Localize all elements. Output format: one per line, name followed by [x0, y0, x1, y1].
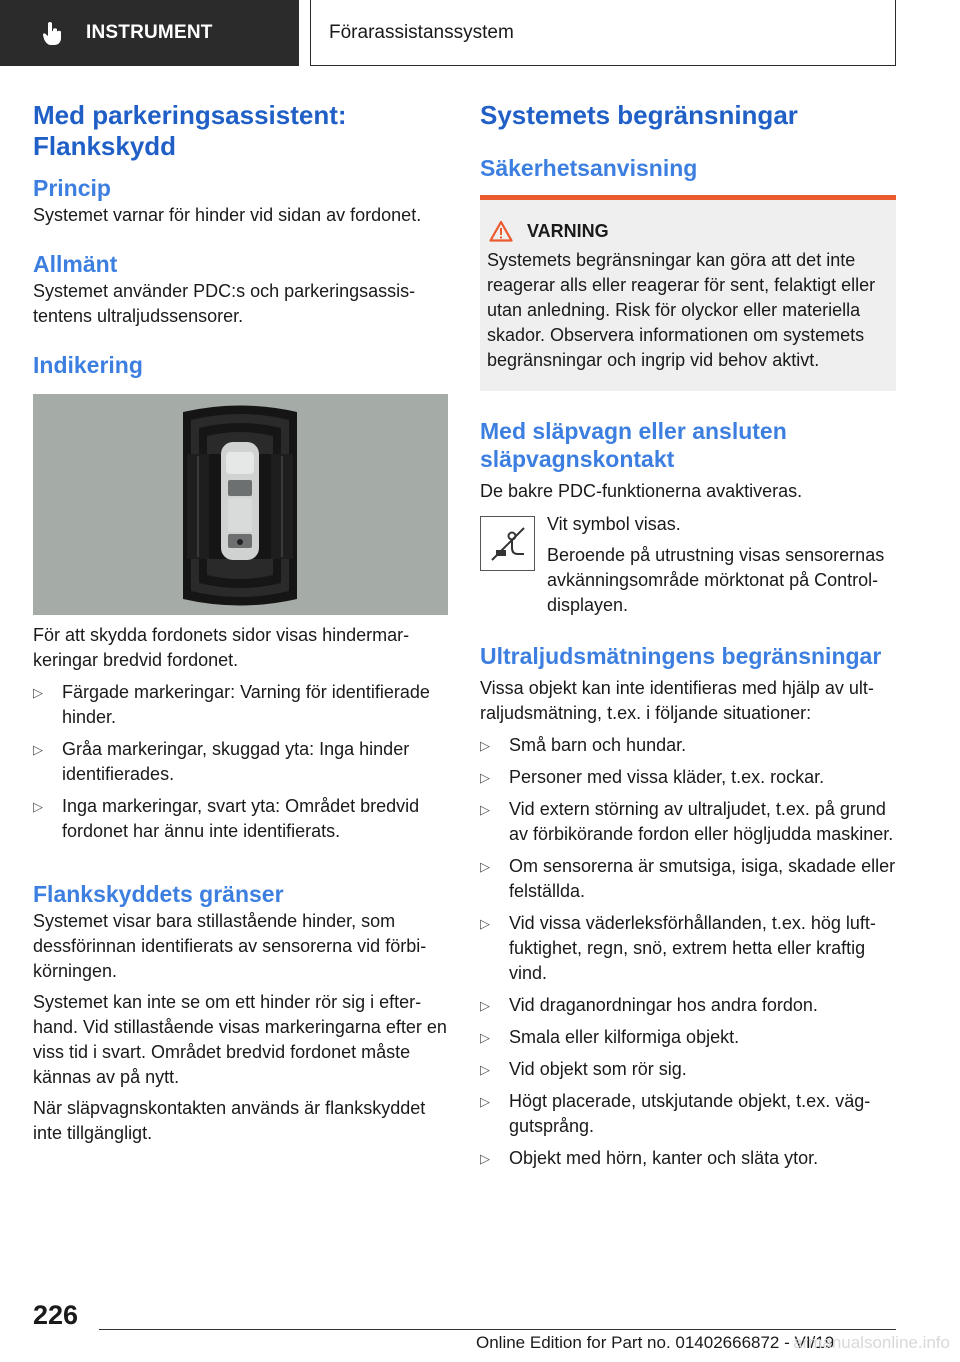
list-item: ▷ Inga markeringar, svart yta: Området bredvid fordonet har ännu inte identifierats. — [33, 796, 420, 841]
list-item: ▷ Små barn och hundar. — [480, 733, 896, 758]
bullet-icon: ▷ — [480, 1151, 490, 1166]
list-item: ▷ Vid extern störning av ultraljudet, t.ex. på grund av förbikörande fordon eller högljudda maskiner. — [480, 799, 894, 844]
section-tab — [0, 0, 299, 66]
section-title: INSTRUMENT — [86, 22, 213, 43]
trailer-hitch-icon — [480, 516, 535, 571]
left-column — [33, 100, 448, 1146]
symbol-text: Vit symbol visas. — [547, 514, 681, 534]
chapter-title: Förarassistanssystem — [329, 21, 514, 43]
princip-heading: Princip — [33, 175, 111, 201]
flank-protection-figure — [33, 394, 448, 615]
list-item: ▷ Högt placerade, utskjutande objekt, t.ex. väggutsprång. — [480, 1091, 871, 1136]
bullet-icon: ▷ — [480, 1062, 490, 1077]
ultraljud-text: Vissa objekt kan inte identifieras med hjälp av ultraljudsmätning, t.ex. i följande situationer: — [480, 678, 874, 723]
list-item: ▷ Färgade markeringar: Varning för identifierade hinder. — [33, 682, 430, 727]
edition-text: Online Edition for Part no. 01402666872 - VI/19 — [476, 1333, 835, 1352]
sakerhet-heading: Säkerhetsanvisning — [480, 155, 698, 181]
granser-paragraph: Systemet visar bara stillastående hinder, som dessförinnan identifierats av sensorerna vid förbikörningen. — [33, 911, 427, 981]
warning-text: Systemets begränsningar kan göra att det inte reagerar alls eller reagerar för sent, felaktigt eller utan anledning. Risk för olyckor eller materiella skador. Observera informationen om systemets begränsningar och ingrip vid behov aktivt. — [487, 250, 876, 370]
left-title: Med parkeringsassistent: Flankskydd — [33, 100, 347, 161]
indikering-heading: Indikering — [33, 352, 143, 378]
chapter-tab — [310, 0, 896, 66]
allmant-text: Systemet använder PDC:s och parkeringsassistentens ultraljudssensorer. — [33, 281, 416, 326]
slapvagn-text: De bakre PDC-funktionerna avaktiveras. — [480, 481, 803, 501]
bullet-icon: ▷ — [480, 998, 490, 1013]
bullet-icon: ▷ — [480, 1094, 490, 1109]
list-item: ▷ Vid draganordningar hos andra fordon. — [480, 993, 896, 1018]
list-item: ▷ Personer med vissa kläder, t.ex. rockar. — [480, 765, 896, 790]
list-item: ▷ Smala eller kilformiga objekt. — [480, 1025, 896, 1050]
bullet-icon: ▷ — [480, 802, 490, 817]
bullet-icon: ▷ — [480, 916, 490, 931]
list-item: ▷ Om sensorerna är smutsiga, isiga, skadade eller felställda. — [480, 856, 896, 901]
list-item: ▷ Objekt med hörn, kanter och släta ytor. — [480, 1146, 896, 1171]
ultraljud-heading: Ultraljudsmätningens begränsningar — [480, 643, 882, 669]
page-number: 226 — [33, 1300, 79, 1330]
bullet-icon: ▷ — [480, 770, 490, 785]
bullet-icon: ▷ — [33, 799, 43, 814]
allmant-heading: Allmänt — [33, 251, 118, 277]
warning-header — [489, 220, 888, 242]
bullet-icon: ▷ — [480, 738, 490, 753]
right-column — [480, 100, 896, 1171]
bullet-icon: ▷ — [480, 1030, 490, 1045]
right-title: Systemets begränsningar — [480, 100, 798, 130]
warning-title: VARNING — [527, 220, 609, 241]
slapvagn-heading: Med släpvagn eller ansluten släpvagnskontakt — [480, 418, 787, 472]
parking-view-illustration — [33, 394, 448, 615]
indikering-text: För att skydda fordonets sidor visas hindermarkeringar bredvid fordonet. — [33, 625, 410, 670]
watermark: armanualsonline.info — [793, 1333, 950, 1352]
indikering-list — [33, 680, 448, 844]
princip-text: Systemet varnar för hinder vid sidan av fordonet. — [33, 205, 422, 225]
bullet-icon: ▷ — [33, 742, 43, 757]
warning-box — [480, 195, 896, 391]
symbol-text: Beroende på utrustning visas sensorernas avkänningsområde mörktonat på Control-displayen. — [547, 545, 885, 615]
list-item: ▷ Vid objekt som rör sig. — [480, 1057, 896, 1082]
bullet-icon: ▷ — [33, 685, 43, 700]
granser-paragraph: När släpvagnskontakten används är flankskyddet inte tillgängligt. — [33, 1098, 426, 1143]
symbol-row — [480, 512, 896, 618]
footer-divider — [99, 1329, 896, 1330]
list-item: ▷ Gråa markeringar, skuggad yta: Inga hinder identifierades. — [33, 739, 410, 784]
ultraljud-list — [480, 733, 896, 1171]
bullet-icon: ▷ — [480, 859, 490, 874]
granser-heading: Flankskyddets gränser — [33, 881, 284, 907]
list-item: ▷ Vid vissa väderleksförhållanden, t.ex. hög luftfuktighet, regn, snö, extrem hetta eller kraftig vind. — [480, 913, 876, 983]
hand-pointer-icon — [40, 20, 66, 46]
granser-paragraph: Systemet kan inte se om ett hinder rör sig i efterhand. Vid stillastående visas markeringarna efter en viss tid i svart. Området bredvid fordonet måste kännas av på nytt. — [33, 992, 447, 1087]
warning-triangle-icon — [489, 220, 513, 242]
